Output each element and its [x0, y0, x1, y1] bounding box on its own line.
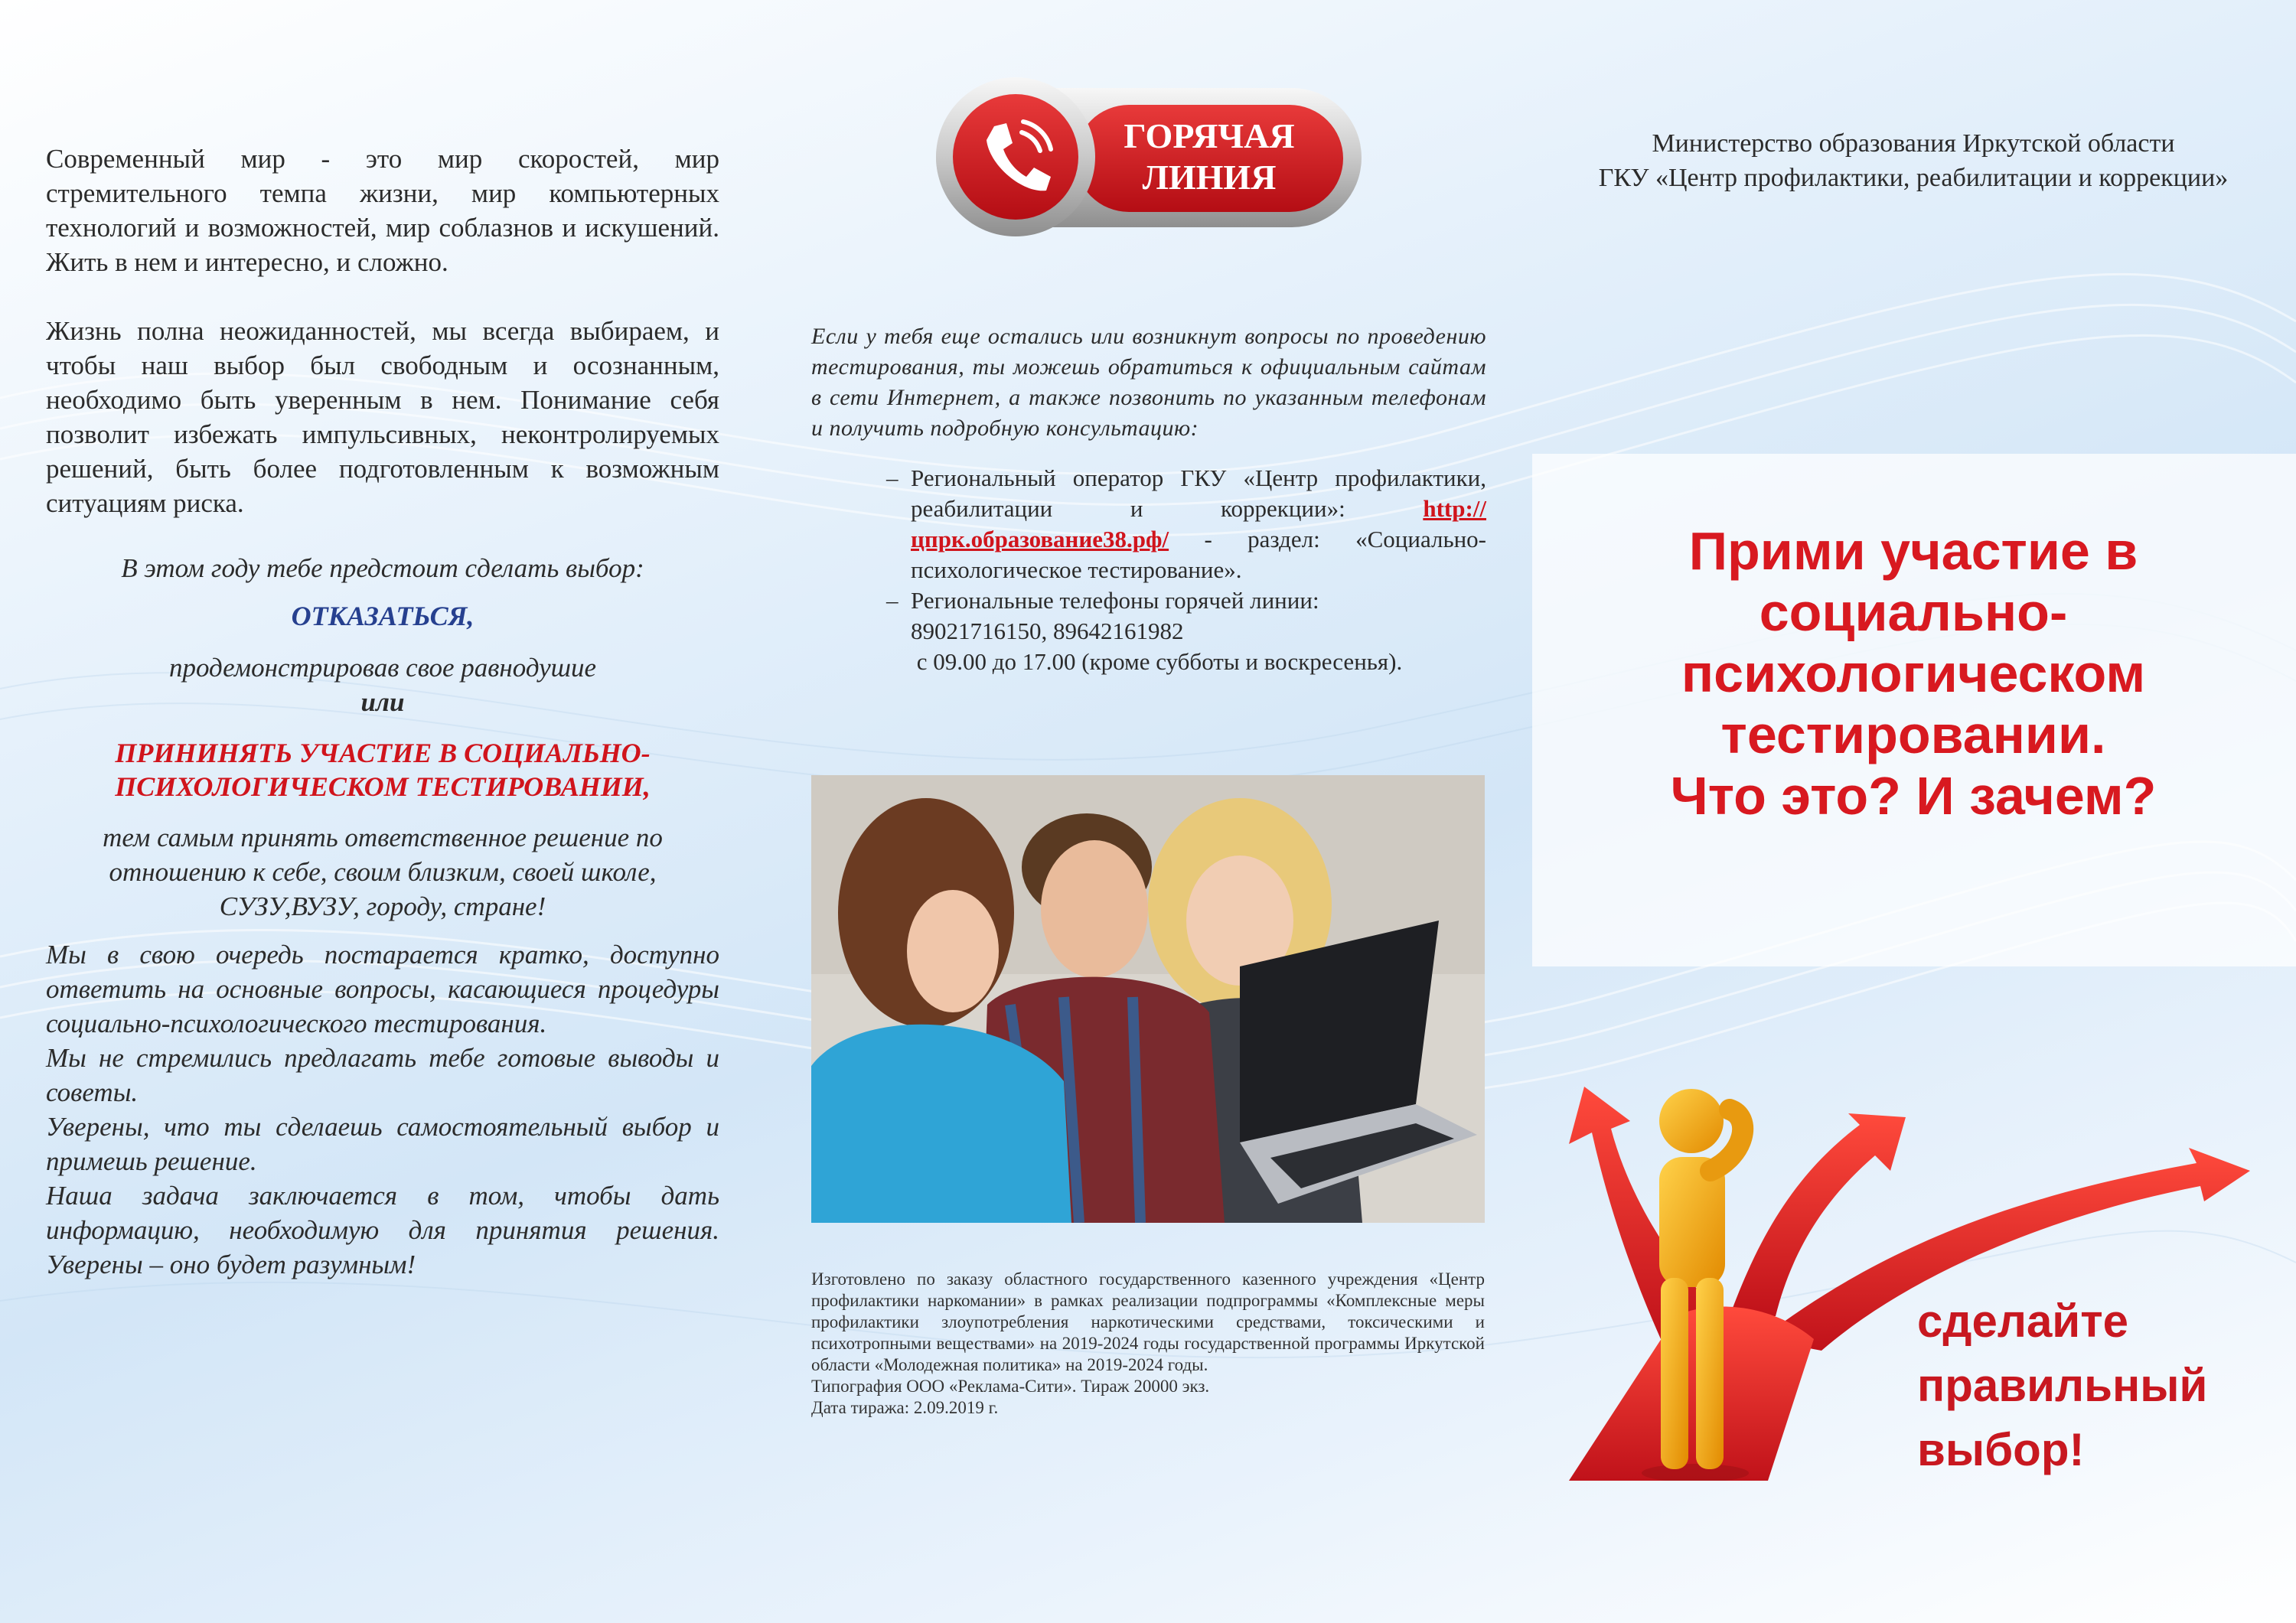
choice-intro: В этом году тебе предстоит сделать выбор:: [121, 553, 644, 583]
students-photo: [811, 775, 1485, 1223]
hotline-phones-label: Региональные телефоны горячей линии:: [911, 587, 1319, 614]
contact-intro: Если у тебя еще остались или возникнут вопросы по проведению тестирования, ты можешь обратиться к официальным сайтам в сети Интернет, а также позвонить по указанным телефонам и получить подробную консультацию:: [811, 324, 1486, 441]
main-headline: Прими участие в социально- психологическом тестировании. Что это? И зачем?: [1670, 521, 2157, 826]
ministry-heading: [1592, 126, 2235, 195]
center-name: ГКУ «Центр профилактики, реабилитации и коррекции»: [1598, 164, 2229, 192]
operator-text: Региональный оператор ГКУ «Центр профилактики, реабилитации и коррекции»:: [911, 464, 1486, 522]
closing-paragraph-3: Уверены, что ты сделаешь самостоятельный выбор и примешь решение.: [46, 1112, 719, 1176]
or-text: или: [360, 687, 405, 717]
list-item: – Региональный оператор ГКУ «Центр профилактики, реабилитации и коррекции»: http://цпрк.образование38.рф/ - раздел: «Социально-психологическое тестирование».: [886, 464, 1487, 583]
intro-paragraph-1: Современный мир - это мир скоростей, мир стремительного темпа жизни, мир компьютерных технологий и возможностей, мир соблазнов и искушений. Жить в нем и интересно, и сложно.: [46, 144, 719, 277]
closing-paragraph-2: Мы не стремились предлагать тебе готовые выводы и советы.: [46, 1043, 719, 1107]
imprint-print-run: Типография ООО «Реклама-Сити». Тираж 20000 экз.: [811, 1377, 1210, 1396]
closing-paragraph-4: Наша задача заключается в том, чтобы дать информацию, необходимую для принятия решения. Уверены – оно будет разумным!: [46, 1181, 719, 1279]
hotline-badge: [930, 73, 1366, 241]
refuse-option: ОТКАЗАТЬСЯ,: [291, 601, 475, 631]
slogan: сделайте правильный выбор!: [1917, 1295, 2208, 1475]
imprint: [811, 1269, 1485, 1419]
imprint-date: Дата тиража: 2.09.2019 г.: [811, 1398, 999, 1417]
operator-section: - раздел: «Социально-психологическое тестирование».: [911, 526, 1486, 583]
responsible-text: тем самым принять ответственное решение по отношению к себе, своим близким, своей школе, СУЗУ,ВУЗУ, городу, стране!: [103, 823, 663, 921]
phone-icon: [977, 117, 1054, 197]
hotline-hours: с 09.00 до 17.00 (кроме субботы и воскресенья).: [916, 648, 1403, 675]
hotline-phones: 89021716150, 89642161982: [911, 618, 1184, 644]
hotline-label: ГОРЯЧАЯ ЛИНИЯ: [1124, 116, 1295, 197]
indifference-text: продемонстрировав свое равнодушие: [168, 653, 597, 683]
operator-link[interactable]: http://цпрк.образование38.рф/: [911, 495, 1487, 552]
ministry-name: Министерство образования Иркутской области: [1652, 129, 2175, 158]
closing-paragraph-1: Мы в свою очередь постарается кратко, доступно ответить на основные вопросы, касающиеся процедуры социально-психологического тестирования.: [46, 940, 719, 1038]
left-panel: [46, 142, 719, 1282]
contact-list: [811, 463, 1486, 677]
participate-option: ПРИНИНЯТЬ УЧАСТИЕ В СОЦИАЛЬНО-ПСИХОЛОГИЧЕСКОМ ТЕСТИРОВАНИИ,: [115, 738, 651, 802]
middle-panel: [811, 321, 1486, 677]
list-item: – Региональные телефоны горячей линии: 89021716150, 89642161982 с 09.00 до 17.00 (кроме субботы и воскресенья).: [886, 587, 1403, 675]
intro-paragraph-2: Жизнь полна неожиданностей, мы всегда выбираем, и чтобы наш выбор был свободным и осознанным, необходимо быть уверенным в нем. Понимание себя позволит избежать импульсивных, неконтролируемых решений, быть более подготовленным к возможным ситуациям риска.: [46, 316, 719, 518]
imprint-text: Изготовлено по заказу областного государственного казенного учреждения «Центр профилактики наркомании» в рамках реализации подпрограммы «Комплексные меры профилактики злоупотребления наркотическими средствами, токсическими и психотропными веществами» на 2019-2024 годы государственной программы Иркутской области «Молодежная политика» на 2019-2024 годы.: [811, 1269, 1485, 1374]
